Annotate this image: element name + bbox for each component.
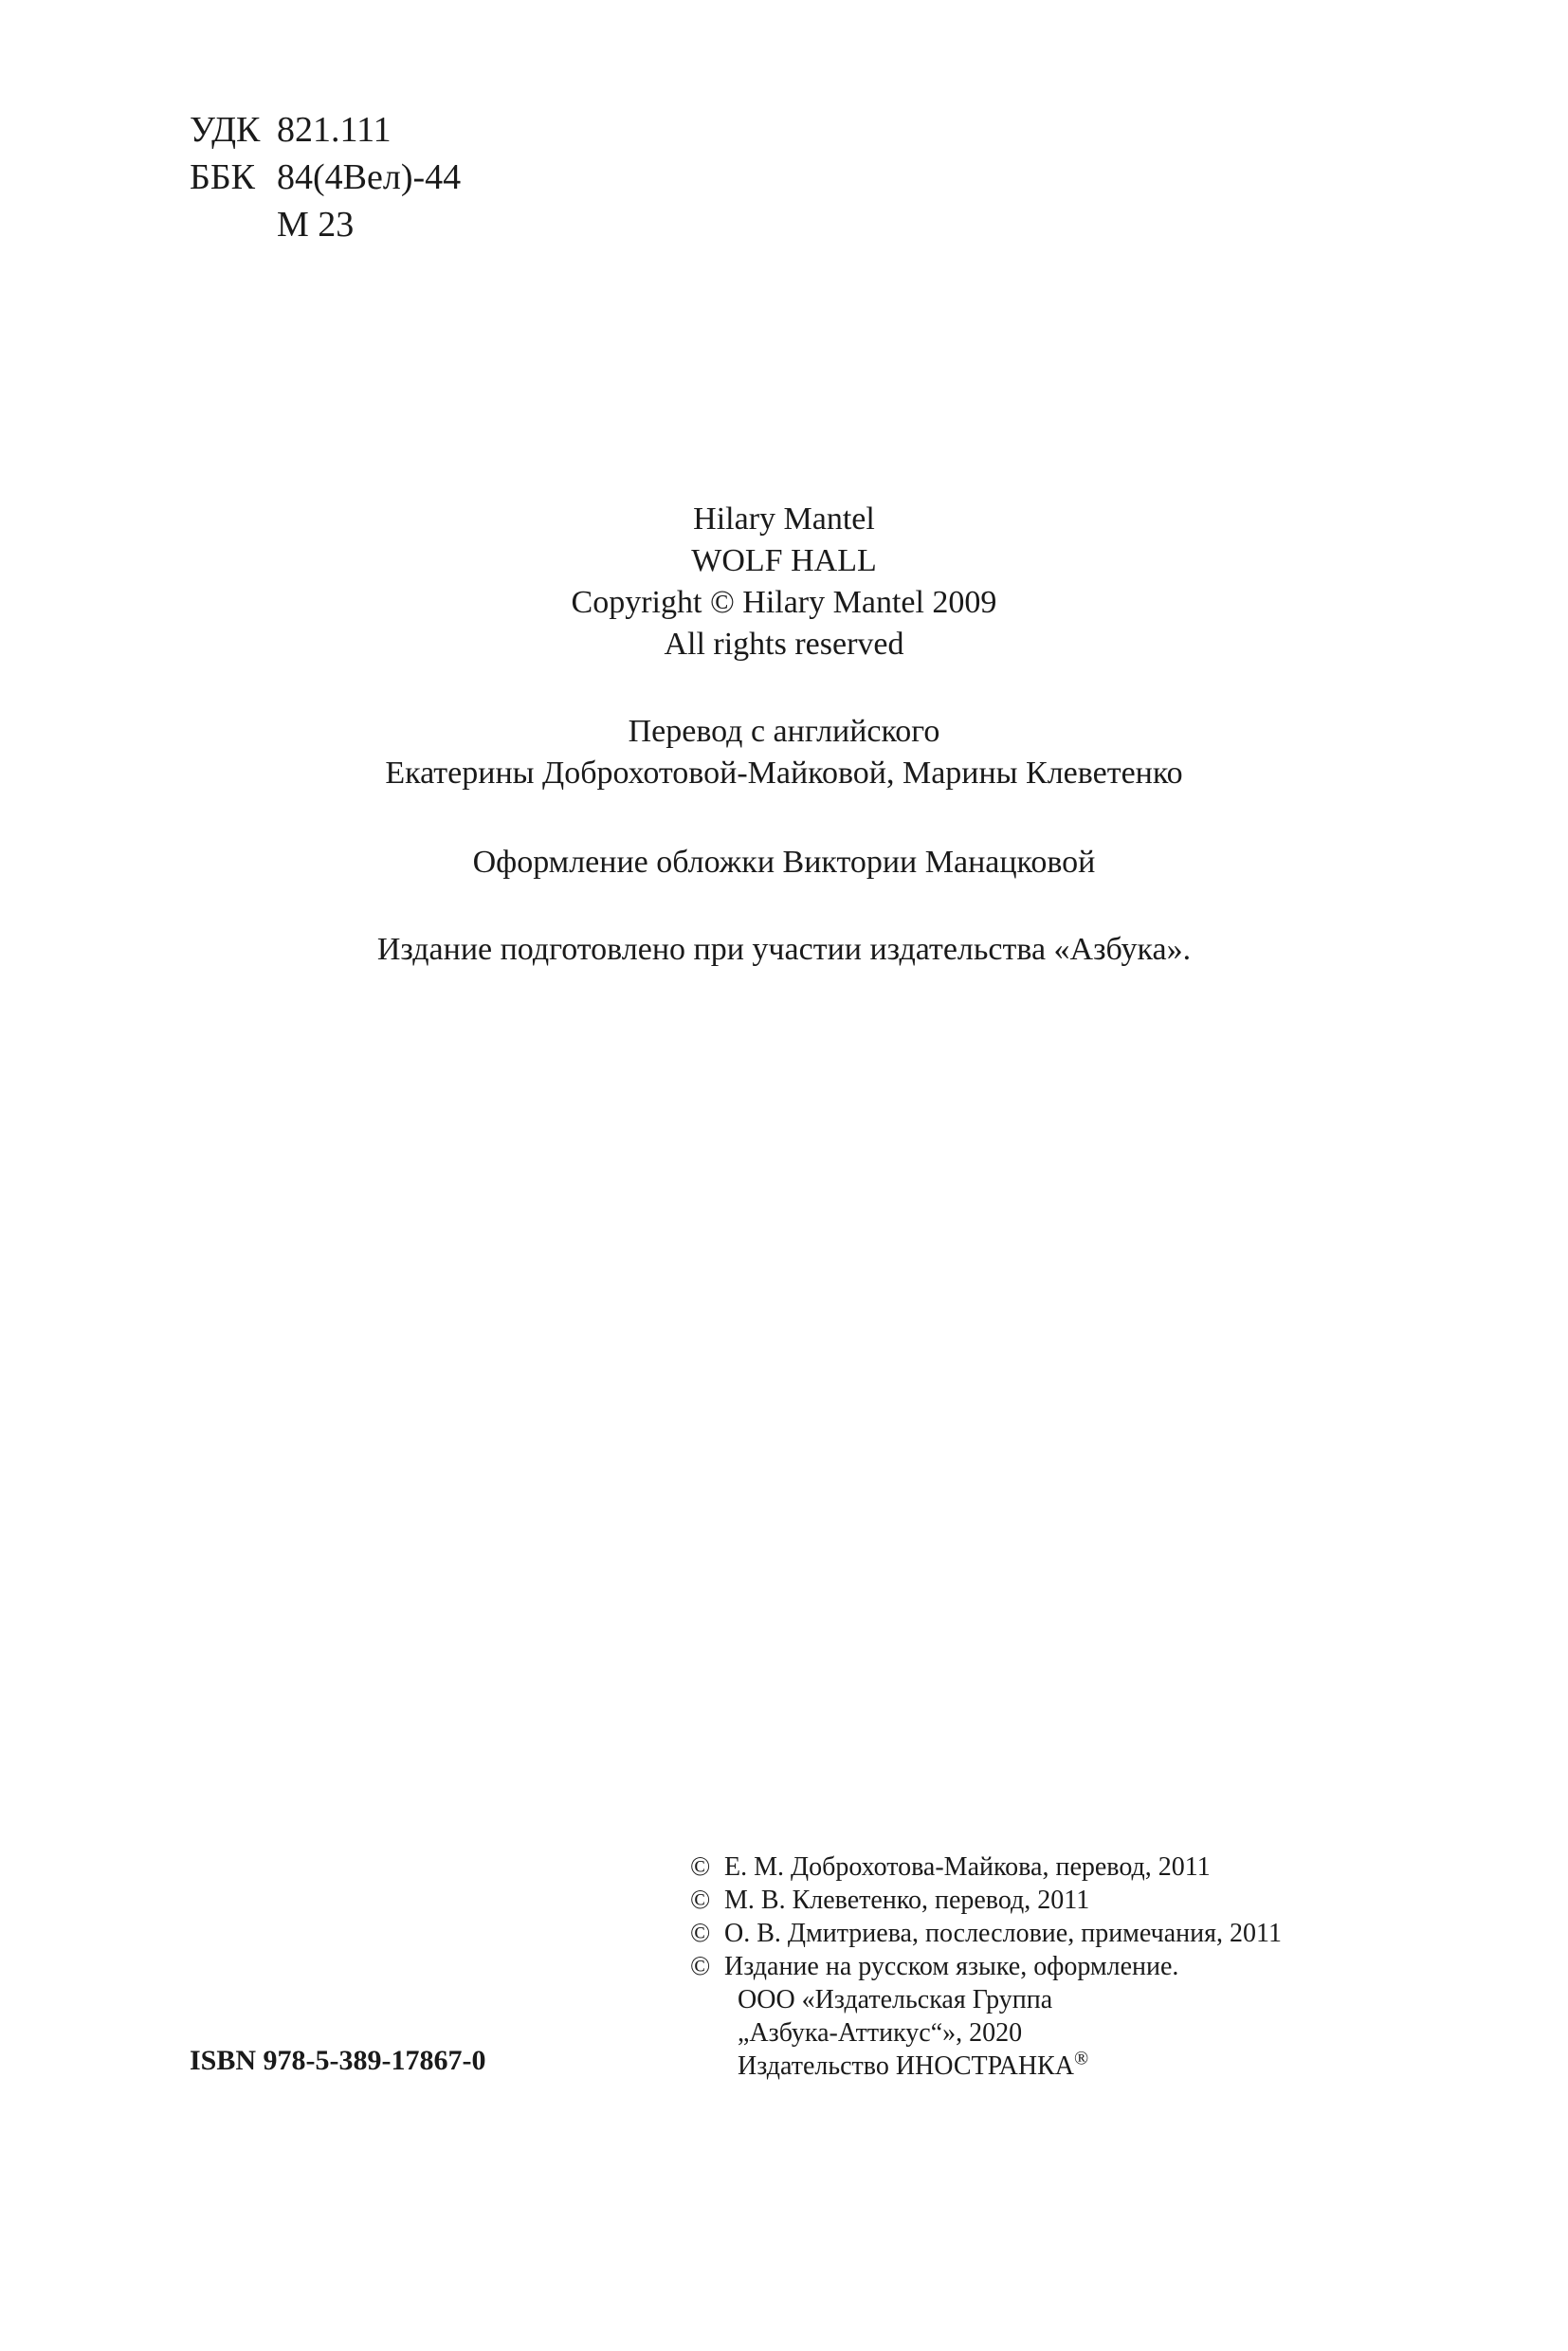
copyright-item (690, 1884, 1282, 1917)
publisher-name: Издательство ИНОСТРАНКА (738, 2051, 1074, 2081)
copyright-item (690, 1850, 1282, 1884)
edition-note: Издание подготовлено при участии издательства «Азбука». (376, 932, 1192, 967)
udk-code: УДК (190, 110, 261, 150)
bbk-code: ББК (190, 157, 255, 197)
edition-note-block (0, 929, 1568, 971)
copyright-item (690, 1917, 1282, 1950)
udk-value: 821.111 (277, 110, 392, 150)
copyright-symbol: © (690, 1919, 711, 1948)
classification-block (190, 106, 461, 248)
original-rights: All rights reserved (664, 627, 904, 662)
copyright-item-text: М. В. Клеветенко, перевод, 2011 (724, 1886, 1090, 1915)
bbk-value: 84(4Вел)-44 (277, 157, 462, 197)
cover-design-credit: Оформление обложки Виктории Манацковой (472, 845, 1096, 880)
copyright-symbol: © (690, 1886, 711, 1915)
original-author: Hilary Mantel (693, 501, 875, 537)
author-mark-row (190, 201, 461, 248)
copyright-item-text: Е. М. Доброхотова-Майкова, перевод, 2011 (724, 1852, 1211, 1882)
copyright-symbol: © (690, 1852, 711, 1882)
copyright-item-text: О. В. Дмитриева, послесловие, примечания, 2011 (724, 1919, 1282, 1948)
original-copyright: Copyright © Hilary Mantel 2009 (571, 585, 997, 620)
cover-design-block (0, 842, 1568, 884)
udk-row (190, 106, 461, 154)
original-title: WOLF HALL (691, 543, 877, 578)
copyright-continuation: „Азбука-Аттикус“», 2020 (738, 2018, 1023, 2048)
registered-mark: ® (1073, 2048, 1089, 2069)
copyright-symbol: © (690, 1952, 711, 1981)
isbn: ISBN 978-5-389-17867-0 (190, 2045, 486, 2076)
translation-block (0, 711, 1568, 794)
translation-line-2: Екатерины Доброхотовой-Майковой, Марины Клеветенко (385, 756, 1183, 791)
russian-copyrights-block (690, 1850, 1282, 2083)
copyright-item-text: Издание на русском языке, оформление. (724, 1952, 1179, 1981)
original-edition-block (0, 499, 1568, 665)
translation-line-1: Перевод с английского (628, 714, 940, 749)
author-mark: М 23 (277, 205, 355, 245)
copyright-item (690, 1950, 1282, 1983)
copyright-continuation: ООО «Издательская Группа (738, 1985, 1053, 2014)
bbk-row (190, 154, 461, 201)
publisher-line (738, 2050, 1282, 2083)
